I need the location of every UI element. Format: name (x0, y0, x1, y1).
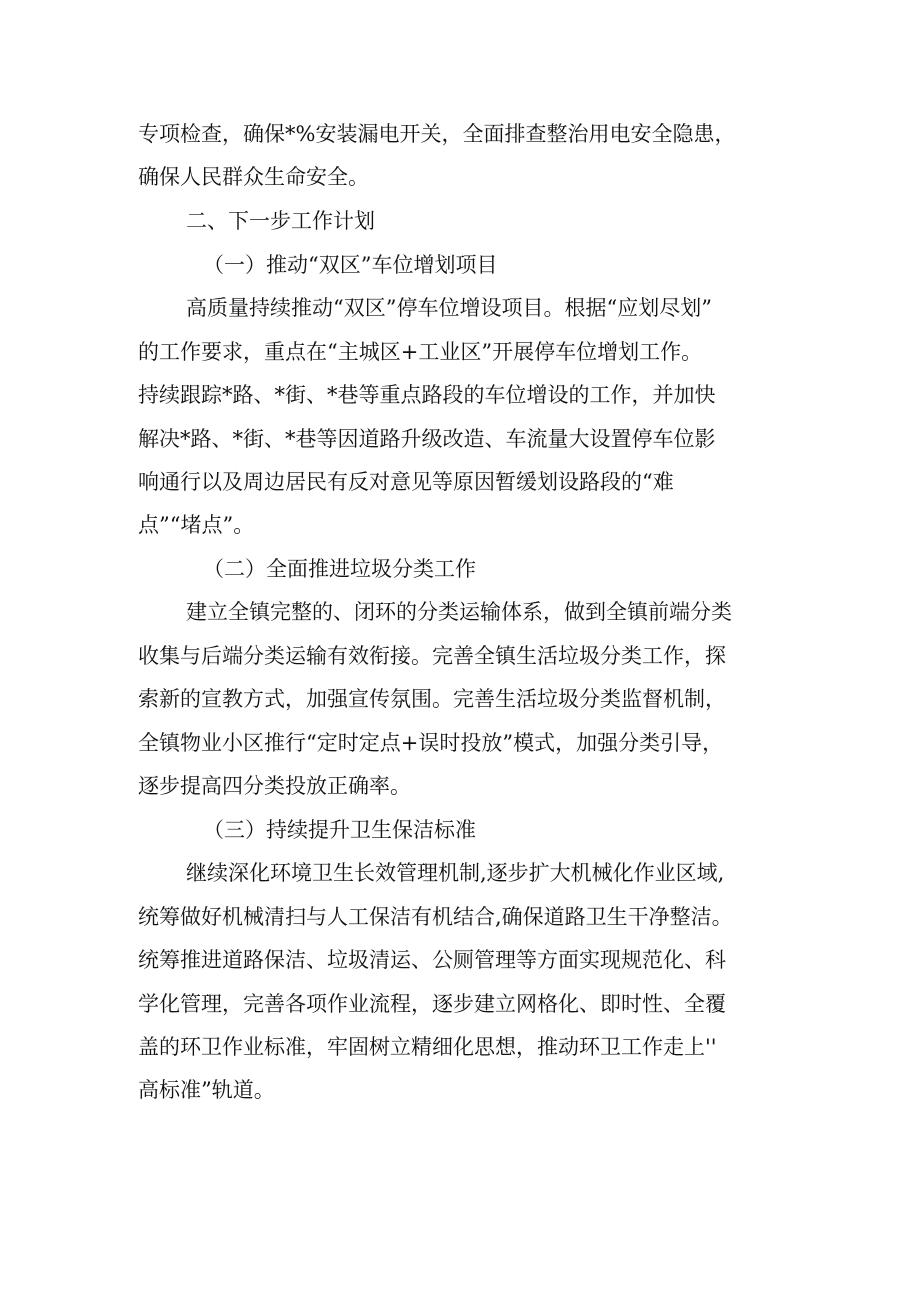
waste-line-5: 逐步提高四分类投放正确率。 (138, 774, 411, 798)
waste-line-4: 全镇物业小区推行“定时定点+误时投放”模式，加强分类引导， (138, 731, 724, 755)
parking-line-2: 的工作要求，重点在“主城区+工业区”开展停车位增划工作。 (138, 340, 703, 364)
sanitation-line-6: 高标准”轨道。 (138, 1078, 275, 1102)
waste-line-2: 收集与后端分类运输有效衔接。完善全镇生活垃圾分类工作，探 (138, 644, 726, 668)
parking-line-5: 响通行以及周边居民有反对意见等原因暂缓划设路段的“难 (138, 470, 674, 494)
sanitation-line-5: 盖的环卫作业标准，牢固树立精细化思想，推动环卫工作走上'' (138, 1035, 717, 1059)
sanitation-line-1: 继续深化环境卫生长效管理机制,逐步扩大机械化作业区域, (186, 861, 725, 885)
waste-line-3: 索新的宣教方式，加强宣传氛围。完善生活垃圾分类监督机制， (138, 687, 726, 711)
sanitation-line-2: 统筹做好机械清扫与人工保洁有机结合,确保道路卫生干净整洁。 (138, 905, 733, 929)
parking-line-6: 点”“堵点”。 (138, 513, 255, 537)
parking-line-3: 持续跟踪*路、*街、*巷等重点路段的车位增设的工作，并加快 (138, 383, 716, 407)
sanitation-line-4: 学化管理，完善各项作业流程，逐步建立网格化、即时性、全覆 (138, 992, 726, 1016)
parking-line-4: 解决*路、*街、*巷等因道路升级改造、车流量大设置停车位影 (138, 427, 716, 451)
subsection-heading-waste: （二）全面推进垃圾分类工作 (203, 557, 476, 581)
intro-line-2: 确保人民群众生命安全。 (138, 165, 369, 189)
intro-line-1: 专项检查，确保*%安装漏电开关，全面排查整治用电安全隐患， (138, 122, 736, 146)
sanitation-line-3: 统筹推进道路保洁、垃圾清运、公厕管理等方面实现规范化、科 (138, 948, 726, 972)
parking-line-1: 高质量持续推动“双区”停车位增设项目。根据“应划尽划” (186, 296, 712, 320)
section-heading-next-plan: 二、下一步工作计划 (186, 209, 375, 233)
waste-line-1: 建立全镇完整的、闭环的分类运输体系，做到全镇前端分类 (186, 600, 732, 624)
subsection-heading-parking: （一）推动“双区”车位增划项目 (203, 253, 498, 277)
subsection-heading-sanitation: （三）持续提升卫生保洁标准 (203, 818, 476, 842)
